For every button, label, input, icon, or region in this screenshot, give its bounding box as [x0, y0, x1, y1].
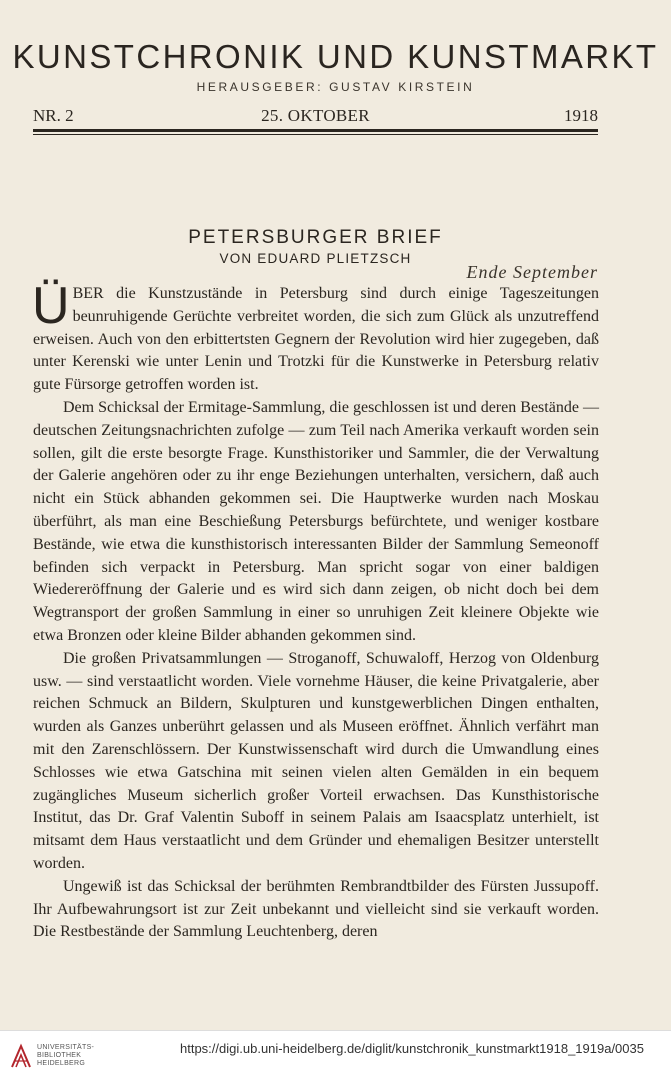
masthead-rule-thick	[33, 129, 598, 132]
viewer-footer	[0, 1030, 671, 1084]
paragraph	[32, 277, 599, 397]
library-name: UNIVERSITÄTS- BIBLIOTHEK HEIDELBERG	[37, 1044, 95, 1067]
issue-date: 25. OKTOBER	[261, 106, 370, 125]
masthead-rule-thin	[33, 134, 598, 135]
article-author: VON EDUARD PLIETZSCH	[219, 251, 412, 266]
paragraph-text: BER die Kunstzustände in Petersburg sind durch einige Tageszeitungen beunruhigende Gerüchte verbreitet worden, die sich zum Glück als unzutreffend erweisen. Auch von den erbittertsten Gegnern der Revolution wird hier zugegeben, daß unter Kerenski wie unter Lenin und Trotzki für die Kunstwerke in Petersburg relativ gute Fürsorge getroffen worden ist.	[33, 285, 599, 394]
issue-year: 1918	[564, 106, 598, 125]
journal-title: KUNSTCHRONIK UND KUNSTMARKT	[12, 38, 659, 75]
paragraph: Dem Schicksal der Ermitage-Sammlung, die geschlossen ist und deren Bestände — deutschen Zeitungsnachrichten zufolge — zum Teil nach Amerika verkauft worden sein sollen, gilt die erste besorgte Frage. Kunsthistoriker und Sammler, die der Verwaltung der Galerie angehören oder zu ihr enge Beziehungen unterhalten, versichern, daß auch nicht ein Stück abhanden gekommen sei. Die Hauptwerke wurden nach Moskau überführt, als man eine Beschießung Petersburgs befürchtete, und weniger kostbare Bestände, wie etwa die kunsthistorisch interessanten Bilder der Sammlung Semeonoff befinden sich verpackt in Petersburg. Man spricht sogar von einer baldigen Wiedereröffnung der Galerie und es wird sich dann zeigen, ob nicht doch bei dem Wegtransport der großen Sammlung in einer so unruhigen Zeit kleinere Objekte wie etwa Bronzen oder kleine Bilder abhanden gekommen sind.	[33, 398, 599, 644]
permalink-url[interactable]: https://digi.ub.uni-heidelberg.de/diglit/kunstchronik_kunstmarkt1918_1919a/0035	[180, 1041, 644, 1056]
journal-editor: HERAUSGEBER: GUSTAV KIRSTEIN	[196, 80, 475, 94]
article-dateline: Ende September	[466, 262, 598, 282]
issue-info-row	[33, 106, 598, 126]
drop-cap: Ü	[32, 277, 70, 335]
article-body	[32, 277, 599, 944]
paragraph: Die großen Privatsammlungen — Stroganoff, Schuwaloff, Herzog von Oldenburg usw. — sind verstaatlicht worden. Viele vornehme Häuser, die keine Privatgalerie, aber reichen Schmuck an Bildern, Skulpturen und kunstgewerblichen Dingen enthalten, wurden als Ganzes unberührt gelassen und als Museen eröffnet. Ähnlich verfährt man mit den Zarenschlössern. Der Kunstwissenschaft wird durch die Umwandlung eines Schlosses wie etwa Gatschina mit seinen vielen alten Gemälden in ein bequem zugängliches Museum sicherlich großer Vorteil erwachsen. Das Kunsthistorische Institut, das Dr. Graf Valentin Suboff in seinem Palais am Isaacsplatz unterhielt, ist mitsamt dem Haus verstaatlicht und dem Gründer und ehemaligen Besitzer unterstellt worden.	[33, 649, 599, 872]
library-logo-icon	[10, 1043, 32, 1069]
issue-number: NR. 2	[33, 106, 74, 125]
article-title: PETERSBURGER BRIEF	[188, 227, 443, 248]
paragraph: Ungewiß ist das Schicksal der berühmten Rembrandtbilder des Fürsten Jussupoff. Ihr Aufbewahrungsort ist zur Zeit unbekannt und vielleicht sind sie verkauft worden. Die Restbestände der Sammlung Leuchtenberg, deren	[33, 877, 599, 941]
